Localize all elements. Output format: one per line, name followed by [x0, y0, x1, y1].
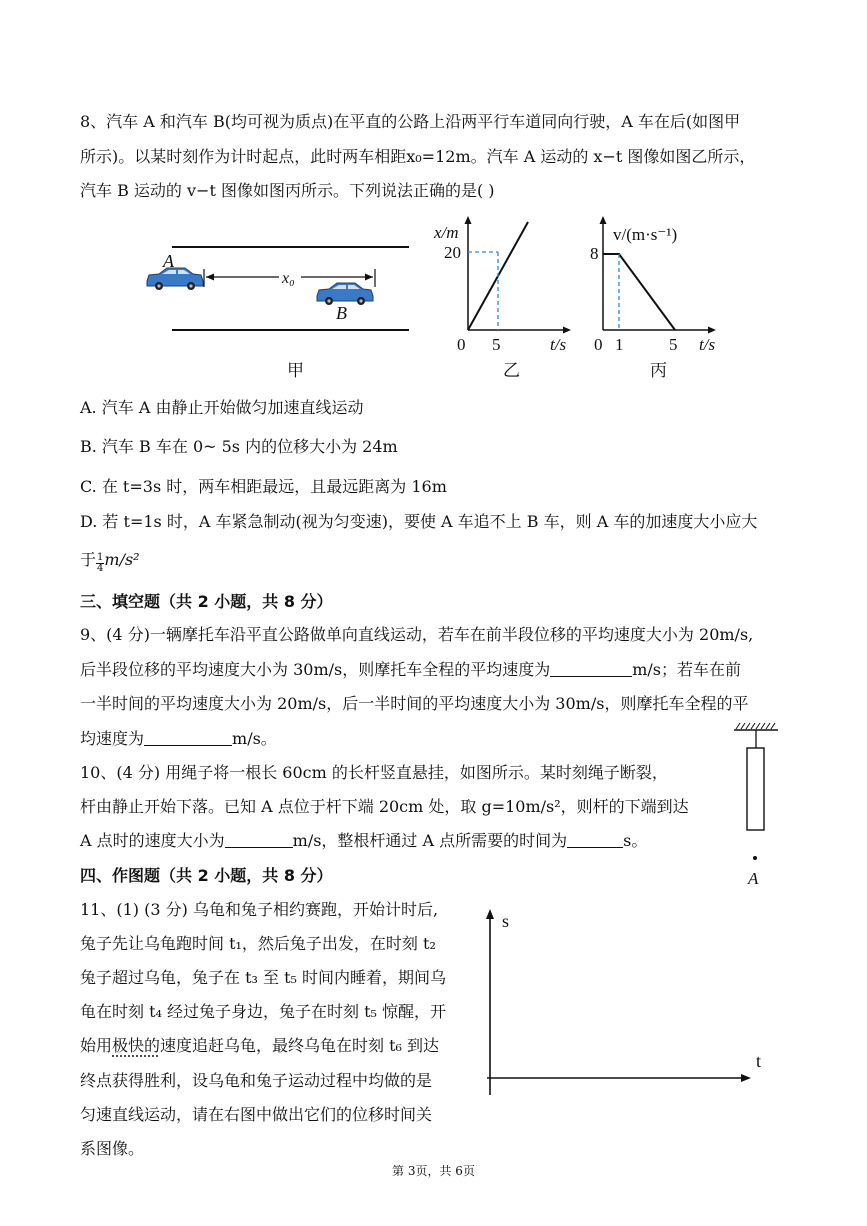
bing-y-tick: 8 — [590, 244, 599, 263]
option-c: C. 在 t=3s 时，两车相距最远，且最远距离为 16m — [80, 477, 447, 496]
yi-origin: 0 — [457, 335, 466, 354]
fraction-numerator: 1 — [97, 552, 104, 563]
yi-y-axis-label: x/m — [434, 223, 459, 242]
q9-line-4 — [80, 729, 277, 749]
q8-line-3: 汽车 B 运动的 v−t 图像如图丙所示。下列说法正确的是( ) — [80, 181, 495, 200]
q9-line-4a: 均速度为 — [80, 729, 145, 748]
q10-line-3 — [80, 831, 647, 851]
q8-line-2: 所示)。以某时刻作为计时起点，此时两车相距x₀=12m。汽车 A 运动的 x−t 图像如图乙所示， — [80, 147, 756, 166]
t-axis-label: t — [756, 1051, 762, 1071]
q11-line-6: 终点获得胜利，设乌龟和兔子运动过程中均做的是 — [80, 1071, 433, 1090]
yi-x-axis-label: t/s — [550, 335, 567, 354]
q10-line-1: 10、(4 分) 用绳子将一根长 60cm 的长杆竖直悬挂，如图所示。某时刻绳子断裂， — [80, 763, 668, 782]
section-4-heading: 四、作图题（共 2 小题，共 8 分） — [80, 866, 333, 885]
car-a-icon — [147, 268, 203, 290]
q10-answer-blank-1[interactable] — [225, 831, 293, 848]
option-a: A. 汽车 A 由静止开始做匀加速直线运动 — [80, 398, 364, 417]
figure-bing — [585, 210, 730, 360]
q10-line-3b: m/s，整根杆通过 A 点所需要的时间为 — [292, 831, 568, 850]
bing-origin: 0 — [594, 335, 603, 354]
s-t-answer-axes[interactable] — [475, 905, 780, 1105]
section-3-heading: 三、填空题（共 2 小题，共 8 分） — [80, 592, 333, 611]
rod — [747, 748, 764, 830]
car-a-label: A — [163, 251, 174, 271]
q11-line-5b: 速度追赶乌龟，最终乌龟在时刻 t₆ 到达 — [160, 1036, 440, 1055]
q11-line-4: 龟在时刻 t₄ 经过兔子身边，兔子在时刻 t₅ 惊醒，开 — [80, 1002, 447, 1021]
option-d-unit: m/s² — [104, 550, 140, 569]
option-d-prefix: 于 — [80, 550, 97, 569]
q10-line-3c: s。 — [623, 831, 648, 850]
q10-line-3a: A 点时的速度大小为 — [80, 831, 225, 850]
q9-line-2b: m/s；若车在前 — [632, 660, 742, 679]
figure-yi — [425, 210, 585, 360]
option-d-line-2 — [80, 550, 140, 574]
q9-answer-blank-1[interactable] — [550, 660, 632, 677]
bing-x-tick-2: 5 — [669, 335, 678, 354]
option-b: B. 汽车 B 车在 0~ 5s 内的位移大小为 24m — [80, 437, 398, 456]
q9-answer-blank-2[interactable] — [144, 729, 232, 746]
q11-line-3: 兔子超过乌龟，兔子在 t₃ 至 t₅ 时间内睡着，期间乌 — [80, 968, 447, 987]
q8-line-1: 8、汽车 A 和汽车 B(均可视为质点)在平直的公路上沿两平行车道同向行驶，A 车在后(如图甲 — [80, 112, 741, 131]
bing-y-axis-label: v/(m·s⁻¹) — [613, 225, 678, 244]
yi-x-tick: 5 — [492, 335, 501, 354]
q9-line-3: 一半时间的平均速度大小为 20m/s，后一半时间的平均速度大小为 30m/s，则摩托车全程的平 — [80, 694, 749, 713]
bing-x-axis-label: t/s — [699, 335, 716, 354]
page-footer: 第 3页，共 6页 — [392, 1164, 475, 1178]
s-axis-label: s — [502, 911, 510, 931]
caption-bing: 丙 — [650, 361, 667, 381]
q9-line-2 — [80, 660, 741, 680]
figure-jia — [135, 235, 420, 335]
q9-line-4b: m/s。 — [232, 729, 277, 748]
q9-line-2a: 后半段位移的平均速度大小为 30m/s，则摩托车全程的平均速度为 — [80, 660, 551, 679]
yi-y-tick: 20 — [444, 243, 461, 262]
fraction-denominator: 4 — [97, 563, 104, 574]
caption-jia: 甲 — [287, 361, 304, 381]
q9-line-1: 9、(4 分)一辆摩托车沿平直公路做单向直线运动，若车在前半段位移的平均速度大小为 20m/s, — [80, 625, 754, 644]
q11-line-8: 系图像。 — [80, 1139, 145, 1158]
car-b-label: B — [336, 303, 347, 323]
car-b-icon — [317, 283, 373, 305]
option-d-line-1: D. 若 t=1s 时，A 车紧急制动(视为匀变速)，要使 A 车追不上 B 车，则 A 车的加速度大小应大 — [80, 512, 758, 531]
bing-x-tick-1: 1 — [615, 335, 624, 354]
point-a-dot — [753, 856, 757, 860]
q11-line-5a: 始用 — [80, 1036, 113, 1055]
caption-yi: 乙 — [503, 361, 520, 381]
q10-line-2: 杆由静止开始下落。已知 A 点位于杆下端 20cm 处，取 g=10m/s²，则杆的下端到达 — [80, 797, 689, 816]
v-t-line — [603, 254, 675, 330]
q11-emphasis: 极快的 — [112, 1036, 161, 1055]
q10-answer-blank-2[interactable] — [567, 831, 623, 848]
q11-line-5 — [80, 1036, 439, 1056]
point-a-label: A — [748, 869, 759, 888]
hanging-rod-figure — [728, 718, 784, 890]
q11-line-1: 11、(1) (3 分) 乌龟和兔子相约赛跑，开始计时后, — [80, 900, 439, 919]
q11-line-2: 兔子先让乌龟跑时间 t₁，然后兔子出发，在时刻 t₂ — [80, 934, 436, 953]
q11-line-7: 匀速直线运动，请在右图中做出它们的位移时间关 — [80, 1105, 433, 1124]
x0-label: x₀ — [282, 270, 295, 287]
